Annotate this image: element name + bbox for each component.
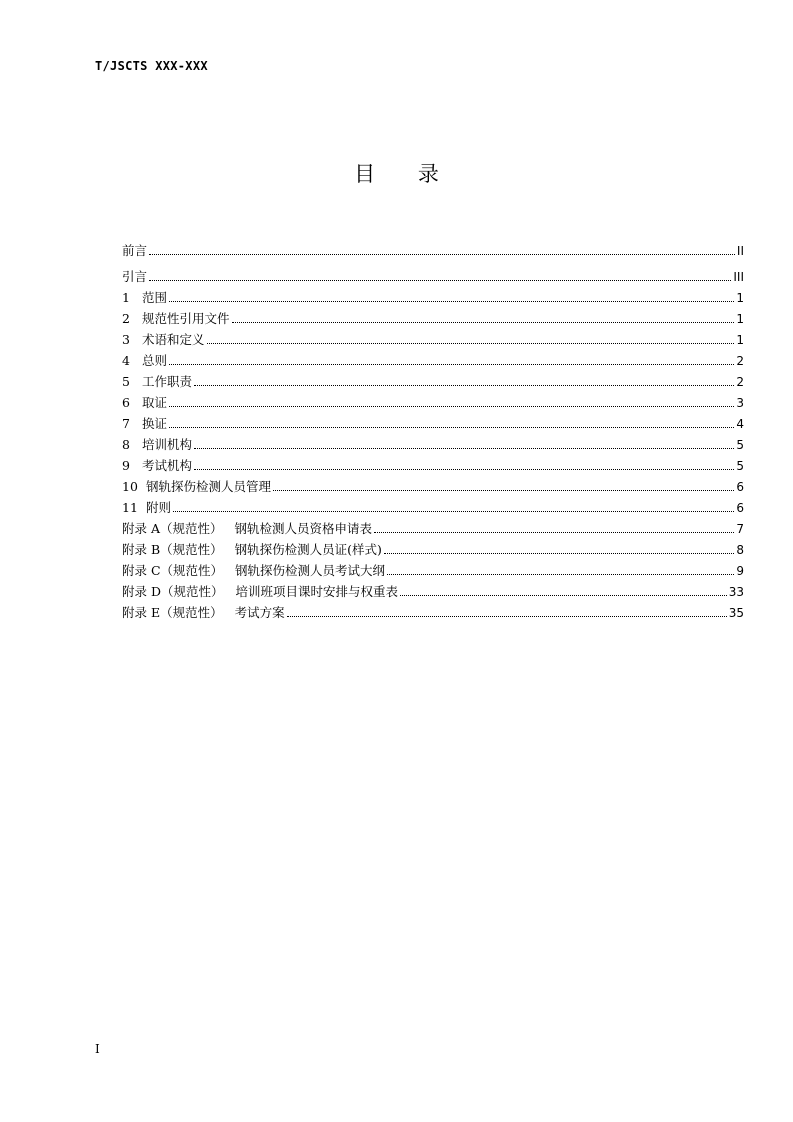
toc-entry-number: 附录 A（规范性） bbox=[122, 521, 223, 536]
toc-leader-dots bbox=[173, 510, 734, 512]
toc-entry-label: 总则 bbox=[142, 353, 168, 368]
toc-leader-dots bbox=[194, 384, 734, 386]
toc-leader-dots bbox=[273, 489, 734, 491]
toc-entry-appendix[interactable] bbox=[122, 560, 744, 581]
toc-entry-label: 取证 bbox=[142, 395, 168, 410]
toc-entry-number: 8 bbox=[122, 437, 130, 452]
toc-entry-page: 1 bbox=[736, 333, 744, 347]
toc-title: 目 录 bbox=[354, 162, 457, 186]
toc-entry-foreword[interactable] bbox=[122, 240, 744, 261]
toc-entry-number: 3 bbox=[122, 332, 130, 347]
toc-entry-number: 7 bbox=[122, 416, 130, 431]
toc-entry[interactable] bbox=[122, 455, 744, 476]
toc-leader-dots bbox=[169, 426, 734, 428]
toc-entry-number: 4 bbox=[122, 353, 130, 368]
toc-entry-number: 10 bbox=[122, 479, 138, 494]
toc-entry-label: 考试方案 bbox=[234, 605, 285, 620]
toc-entry[interactable] bbox=[122, 476, 744, 497]
toc-leader-dots bbox=[169, 405, 734, 407]
toc-entry-label: 范围 bbox=[142, 290, 168, 305]
toc-entry-label: 培训机构 bbox=[142, 437, 193, 452]
toc-entry-page: 3 bbox=[736, 396, 744, 410]
toc-entry-label: 换证 bbox=[142, 416, 168, 431]
toc-entry-number: 9 bbox=[122, 458, 130, 473]
toc-entry-intro[interactable] bbox=[122, 266, 744, 287]
page-number: I bbox=[95, 1042, 100, 1056]
toc-entry[interactable] bbox=[122, 413, 744, 434]
toc-entry-label: 钢轨探伤检测人员证(样式) bbox=[234, 542, 382, 557]
toc-entry-page: 33 bbox=[728, 585, 744, 599]
toc-entry-label: 考试机构 bbox=[142, 458, 193, 473]
toc-entry-number: 附录 E（规范性） bbox=[122, 605, 223, 620]
toc-entry-label: 工作职责 bbox=[142, 374, 193, 389]
toc-leader-dots bbox=[287, 615, 727, 617]
toc-entry[interactable] bbox=[122, 392, 744, 413]
toc-leader-dots bbox=[194, 468, 734, 470]
toc-entry-label: 术语和定义 bbox=[142, 332, 205, 347]
toc-entry-label: 规范性引用文件 bbox=[142, 311, 230, 326]
toc-entry-appendix[interactable] bbox=[122, 581, 744, 602]
toc-entry-label: 钢轨探伤检测人员管理 bbox=[146, 479, 272, 494]
toc-entry-page: 1 bbox=[736, 291, 744, 305]
toc-leader-dots bbox=[384, 552, 734, 554]
toc-leader-dots bbox=[387, 573, 734, 575]
toc-entry-page: 7 bbox=[736, 522, 744, 536]
toc-entry-label: 钢轨检测人员资格申请表 bbox=[234, 521, 373, 536]
toc-leader-dots bbox=[207, 342, 735, 344]
toc-entry[interactable] bbox=[122, 350, 744, 371]
toc-entry-appendix[interactable] bbox=[122, 518, 744, 539]
toc-entry[interactable] bbox=[122, 371, 744, 392]
toc-entry-page: 2 bbox=[736, 354, 744, 368]
toc-entry[interactable] bbox=[122, 434, 744, 455]
toc-entry-number: 6 bbox=[122, 395, 130, 410]
toc-entry-number: 5 bbox=[122, 374, 130, 389]
toc-leader-dots bbox=[400, 594, 727, 596]
toc-leader-dots bbox=[149, 253, 735, 255]
toc-entry-label: 附则 bbox=[146, 500, 172, 515]
toc-entry-label: 培训班项目课时安排与权重表 bbox=[235, 584, 399, 599]
toc-entry-page: 6 bbox=[736, 480, 744, 494]
toc-entry-appendix[interactable] bbox=[122, 539, 744, 560]
toc-leader-dots bbox=[149, 279, 731, 281]
toc-entry[interactable] bbox=[122, 287, 744, 308]
toc-entry-page: 6 bbox=[736, 501, 744, 515]
toc-entry-label: 引言 bbox=[122, 269, 148, 284]
toc-leader-dots bbox=[194, 447, 734, 449]
toc-entry-page: 8 bbox=[736, 543, 744, 557]
toc-entry-number: 附录 B（规范性） bbox=[122, 542, 223, 557]
toc-entry-page: 9 bbox=[736, 564, 744, 578]
toc-entry-label: 钢轨探伤检测人员考试大纲 bbox=[235, 563, 386, 578]
toc-entry-number: 1 bbox=[122, 290, 130, 305]
toc-entry-page: II bbox=[736, 244, 744, 258]
toc-entry[interactable] bbox=[122, 497, 744, 518]
toc-entry-appendix[interactable] bbox=[122, 602, 744, 623]
document-code: T/JSCTS XXX-XXX bbox=[95, 59, 208, 73]
toc-entry-label: 前言 bbox=[122, 243, 148, 258]
toc-entry-page: 35 bbox=[728, 606, 744, 620]
toc-leader-dots bbox=[169, 363, 734, 365]
toc-entry-page: 2 bbox=[736, 375, 744, 389]
toc-entry-number: 2 bbox=[122, 311, 130, 326]
toc-entry-page: 4 bbox=[736, 417, 744, 431]
toc-entry-number: 附录 D（规范性） bbox=[122, 584, 224, 599]
toc-entry-page: 1 bbox=[736, 312, 744, 326]
toc-entry-page: III bbox=[733, 270, 744, 284]
toc-entry-number: 11 bbox=[122, 500, 138, 515]
toc-entry-page: 5 bbox=[736, 459, 744, 473]
toc-leader-dots bbox=[232, 321, 735, 323]
toc-leader-dots bbox=[374, 531, 734, 533]
toc-leader-dots bbox=[169, 300, 734, 302]
toc-entry[interactable] bbox=[122, 308, 744, 329]
toc-entry-number: 附录 C（规范性） bbox=[122, 563, 224, 578]
toc-entry-page: 5 bbox=[736, 438, 744, 452]
table-of-contents bbox=[122, 240, 744, 623]
toc-entry[interactable] bbox=[122, 329, 744, 350]
